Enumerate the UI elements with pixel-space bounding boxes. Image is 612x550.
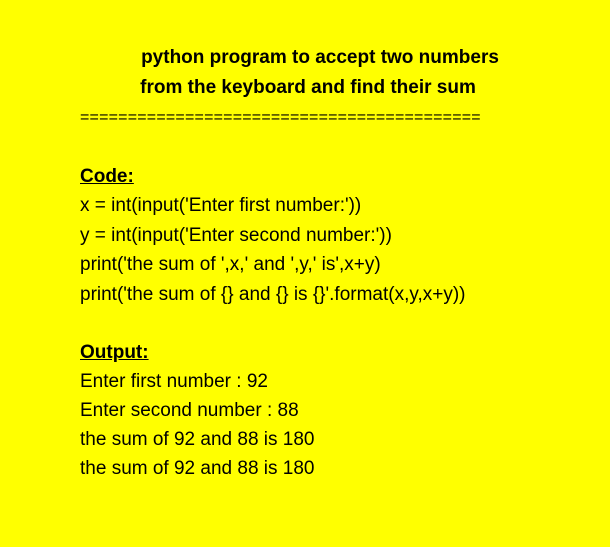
output-line-1: Enter first number : 92	[80, 371, 268, 392]
title-line-1: python program to accept two numbers	[141, 47, 499, 68]
code-line-3: print('the sum of ',x,' and ',y,' is',x+y)	[80, 254, 381, 275]
code-heading: Code:	[80, 166, 134, 187]
code-line-1: x = int(input('Enter first number:'))	[80, 195, 362, 216]
code-line-2: y = int(input('Enter second number:'))	[80, 225, 392, 246]
output-line-3: the sum of 92 and 88 is 180	[80, 429, 315, 450]
divider-line: ==========================================	[80, 110, 481, 126]
output-heading: Output:	[80, 342, 149, 363]
code-line-4: print('the sum of {} and {} is {}'.format(x,y,x+y))	[80, 284, 466, 305]
output-line-4: the sum of 92 and 88 is 180	[80, 458, 315, 479]
title-line-2: from the keyboard and find their sum	[140, 77, 476, 98]
output-line-2: Enter second number : 88	[80, 400, 299, 421]
